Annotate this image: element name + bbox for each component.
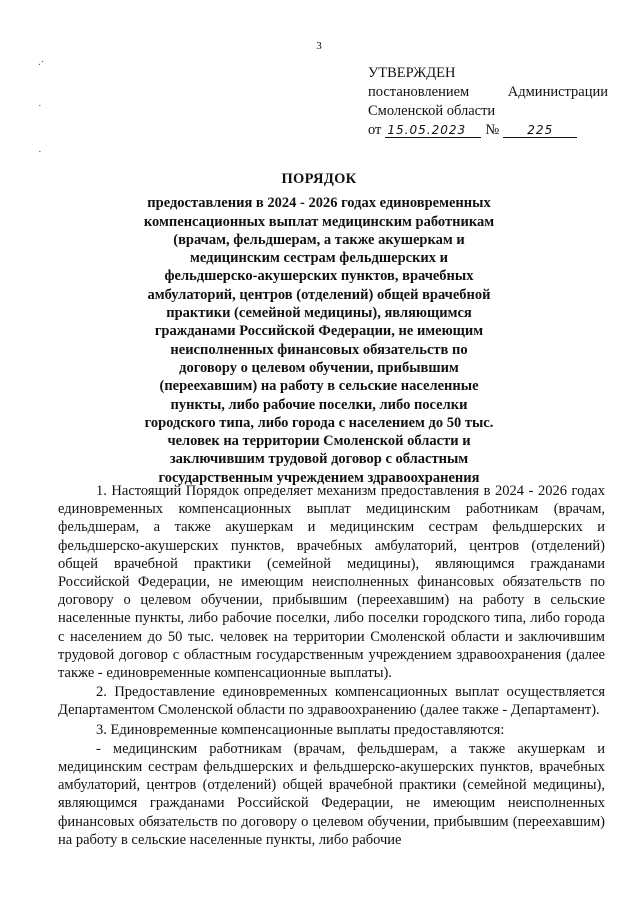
handwritten-number: 225 bbox=[503, 123, 577, 138]
title-line: амбулаторий, центров (отделений) общей врачебной bbox=[147, 286, 491, 303]
document-title bbox=[0, 170, 638, 487]
margin-mark: .· bbox=[38, 56, 45, 68]
paragraph-1: 1. Настоящий Порядок определяет механизм предоставления в 2024 - 2026 годах единовременных компенсационных выплат медицинским работникам (врачам, фельдшерам, а также акушеркам и медицинским сестрам фельдшерских и фельдшерско-акушерских пунктов, врачебных амбулаторий, центров (отделений) общей врачебной практики (семейной медицины), являющимся гражданами Российской Федерации, не имеющим неисполненных финансовых обязательств по договору о целевом обучении, прибывшим (переехавшим) на работу в сельские населенные пункты, либо рабочие поселки, либо поселки городского типа, либо города с населением до 50 тыс. человек на территории Смоленской области и заключившим трудовой договор с областным государственным учреждением здравоохранения (далее также - единовременные компенсационные выплаты). bbox=[58, 483, 605, 682]
title-line: государственным учреждением здравоохранения bbox=[158, 469, 480, 486]
title-line: (переехавшим) на работу в сельские населенные bbox=[159, 378, 479, 395]
paragraph-3-item: - медицинским работникам (врачам, фельдшерам, а также акушеркам и медицинским сестрам фельдшерских и фельдшерско-акушерских пунктов, врачебных амбулаторий, центров (отделений) общей врачебной практики (семейной медицины), являющимся гражданами Российской Федерации, не имеющим неисполненных финансовых обязательств по договору о целевом обучении, прибывшим (переехавшим) на работу в сельские населенные пункты, либо рабочие bbox=[58, 740, 605, 848]
handwritten-date: 15.05.2023 bbox=[385, 123, 481, 138]
title-line: заключившим трудовой договор с областным bbox=[169, 451, 469, 468]
title-line: медицинским сестрам фельдшерских и bbox=[189, 250, 449, 267]
approval-by-text: постановлением bbox=[368, 84, 470, 100]
approval-line bbox=[368, 83, 608, 102]
margin-mark: · bbox=[38, 146, 42, 158]
title-line: договору о целевом обучении, прибывшим bbox=[179, 359, 459, 376]
number-sign: № bbox=[485, 122, 500, 138]
title-line: (врачам, фельдшерам, а также акушеркам и bbox=[173, 231, 465, 248]
title-line: фельдшерско-акушерских пунктов, врачебных bbox=[164, 268, 474, 285]
title-line: предоставления в 2024 - 2026 годах единовременных bbox=[147, 195, 491, 212]
title-main: ПОРЯДОК bbox=[281, 171, 357, 187]
document-body bbox=[58, 482, 605, 849]
title-line: неисполненных финансовых обязательств по bbox=[170, 341, 468, 358]
approval-authority: Администрации bbox=[507, 84, 608, 100]
paragraph-2: 2. Предоставление единовременных компенсационных выплат осуществляется Департаментом Смоленской области по здравоохранению (далее также - Департамент). bbox=[58, 684, 605, 719]
date-prefix: от bbox=[368, 122, 382, 138]
approval-title: УТВЕРЖДЕН bbox=[368, 65, 456, 81]
title-line: компенсационных выплат медицинским работникам bbox=[143, 213, 495, 230]
page-number: 3 bbox=[316, 40, 322, 52]
approval-region: Смоленской области bbox=[368, 103, 496, 119]
margin-mark: · bbox=[38, 100, 42, 112]
title-line: практики (семейной медицины), являющимся bbox=[166, 305, 472, 322]
title-line: гражданами Российской Федерации, не имеющим bbox=[154, 323, 484, 340]
title-line: городского типа, либо города с населением до 50 тыс. bbox=[144, 414, 494, 431]
paragraph-3: 3. Единовременные компенсационные выплаты предоставляются: bbox=[96, 721, 505, 738]
title-line: пункты, либо рабочие поселки, либо поселки bbox=[170, 396, 468, 413]
approval-date-line bbox=[368, 121, 608, 140]
title-line: человек на территории Смоленской области и bbox=[167, 433, 471, 450]
approval-block bbox=[368, 64, 608, 140]
